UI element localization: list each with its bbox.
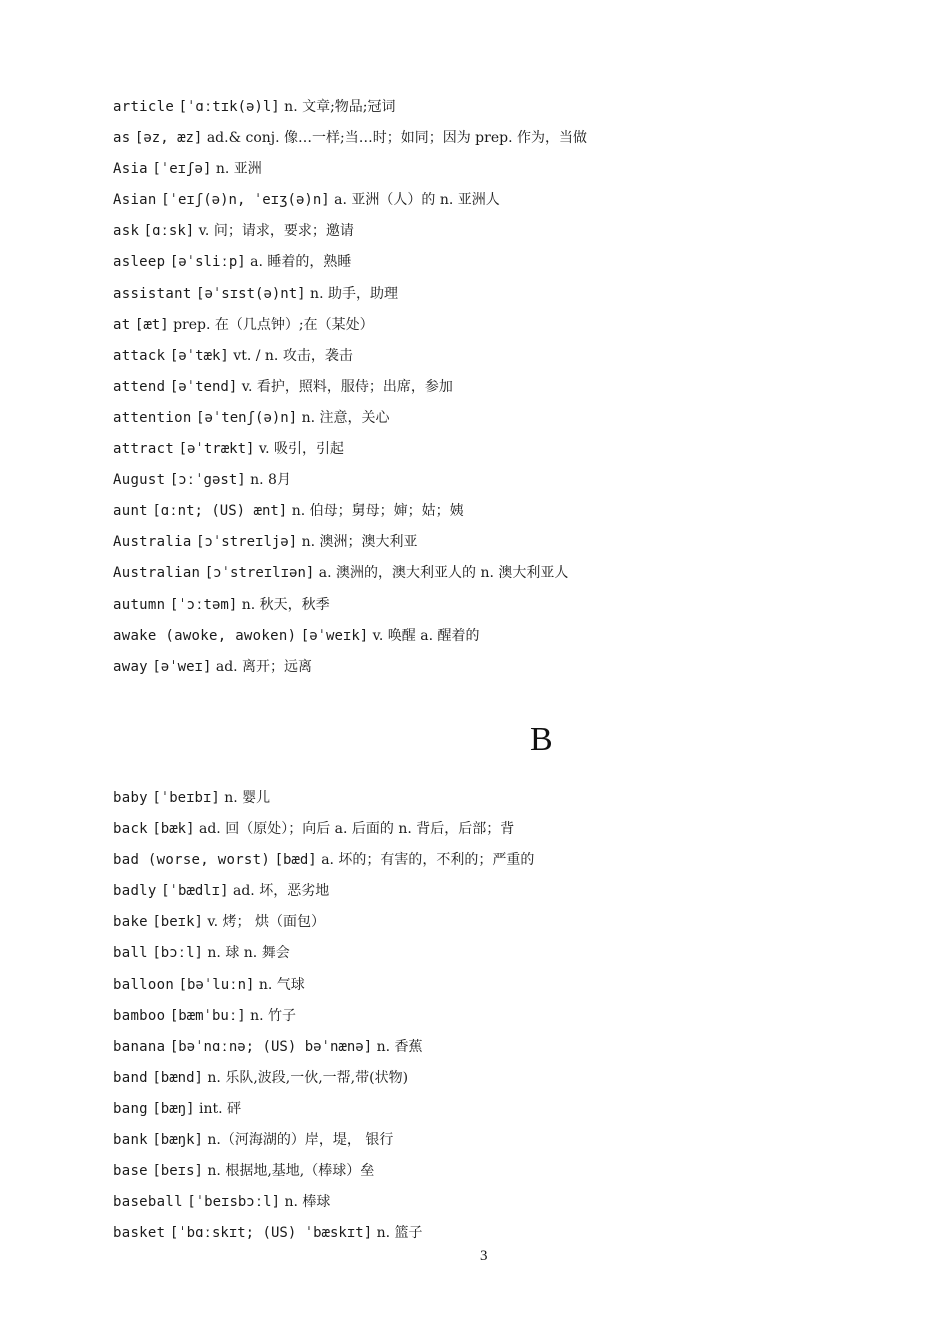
entry-pronunciation: [əz, æz] — [134, 130, 203, 147]
entry-word: badly — [113, 883, 157, 900]
entry-definition: a. 澳洲的，澳大利亚人的 n. 澳大利亚人 — [318, 565, 569, 582]
entry-word: assistant — [113, 285, 192, 302]
entry-row — [113, 1222, 893, 1253]
entry-pronunciation: [bæk] — [152, 821, 195, 838]
entry-pronunciation: [bɔːl] — [152, 945, 203, 962]
entry-pronunciation: [ɔːˈgəst] — [169, 472, 246, 489]
entry-word: aunt — [113, 503, 148, 520]
entry-word: ball — [113, 945, 148, 962]
entry-word: awake (awoke, awoken) — [113, 627, 297, 644]
entry-pronunciation: [ˈɑːtɪk(ə)l] — [178, 99, 280, 115]
entries-b-section — [113, 787, 893, 1253]
entry-pronunciation: [əˈtæk] — [169, 347, 229, 364]
entry-pronunciation: [bæd] — [274, 852, 317, 869]
entry-row — [113, 787, 893, 818]
entry-pronunciation: [beɪs] — [152, 1163, 203, 1180]
entry-row — [113, 96, 893, 127]
entry-word: bank — [113, 1132, 148, 1149]
entry-definition: ad. 坏，恶劣地 — [233, 883, 330, 900]
entry-word: Asian — [113, 192, 157, 209]
entry-definition: v. 问；请求，要求；邀请 — [198, 223, 354, 240]
entry-pronunciation: [bəˈnɑːnə; (US) bəˈnænə] — [169, 1038, 373, 1055]
entry-word: ask — [113, 223, 140, 240]
entry-word: attend — [113, 378, 166, 395]
entry-word: band — [113, 1069, 148, 1086]
entry-row — [113, 562, 893, 593]
entry-definition: n. 亚洲 — [215, 161, 262, 178]
entry-word: bake — [113, 914, 148, 931]
entry-pronunciation: [ɔˈstreɪljə] — [196, 534, 298, 551]
entry-pronunciation: [ˈbeɪbɪ] — [152, 790, 220, 806]
entry-row — [113, 531, 893, 562]
entry-row — [113, 469, 893, 500]
entry-pronunciation: [əˈweɪk] — [300, 627, 369, 644]
entry-pronunciation: [ɔˈstreɪlɪən] — [204, 565, 315, 582]
entry-row — [113, 974, 893, 1005]
entry-word: basket — [113, 1225, 166, 1242]
entry-pronunciation: [beɪk] — [152, 914, 203, 931]
entry-word: bamboo — [113, 1007, 166, 1024]
entry-definition: n. 香蕉 — [376, 1038, 423, 1055]
entry-definition: n. 秋天，秋季 — [241, 596, 330, 613]
entry-pronunciation: [ˈbeɪsbɔːl] — [187, 1194, 281, 1211]
entry-definition: n. 澳洲；澳大利亚 — [301, 534, 418, 551]
entry-definition: n. 乐队,波段,一伙,一帮,带(状物) — [207, 1069, 409, 1086]
entry-pronunciation: [bəˈluːn] — [178, 976, 255, 993]
entry-word: at — [113, 316, 131, 333]
entry-definition: n. 文章;物品;冠词 — [284, 99, 396, 115]
entry-pronunciation: [əˈtend] — [169, 378, 238, 395]
entry-word: away — [113, 658, 148, 675]
entry-definition: vt. / n. 攻击，袭击 — [233, 347, 353, 364]
entry-definition: n. 竹子 — [250, 1007, 297, 1024]
entry-row — [113, 1067, 893, 1098]
entry-row — [113, 1191, 893, 1222]
entry-pronunciation: [əˈtenʃ(ə)n] — [196, 409, 298, 426]
entry-definition: v. 唤醒 a. 醒着的 — [372, 627, 480, 644]
entry-row — [113, 407, 893, 438]
entry-row — [113, 911, 893, 942]
entry-word: Australia — [113, 534, 192, 551]
entry-definition: n. 球 n. 舞会 — [207, 945, 290, 962]
entry-definition: v. 烤； 烘（面包） — [207, 914, 326, 931]
entry-word: attention — [113, 409, 192, 426]
entry-row — [113, 1160, 893, 1191]
entry-word: attack — [113, 347, 166, 364]
entry-pronunciation: [əˈweɪ] — [152, 658, 212, 675]
entry-definition: v. 吸引，引起 — [258, 441, 345, 458]
page-number: 3 — [480, 1248, 488, 1264]
entry-definition: int. 砰 — [198, 1100, 242, 1117]
entry-row — [113, 1098, 893, 1129]
entry-word: August — [113, 472, 166, 489]
entry-definition: v. 看护，照料，服侍；出席，参加 — [241, 378, 453, 395]
entry-row — [113, 251, 893, 282]
entry-row — [113, 127, 893, 158]
entry-row — [113, 594, 893, 625]
entry-row — [113, 158, 893, 189]
entry-definition: a. 睡着的，熟睡 — [250, 254, 352, 271]
entry-definition: ad. 回（原处）；向后 a. 后面的 n. 背后，后部；背 — [198, 821, 515, 838]
entry-word: bang — [113, 1100, 148, 1117]
entry-definition: ad. 离开；远离 — [215, 658, 313, 675]
entry-row — [113, 656, 893, 687]
entry-pronunciation: [bænd] — [152, 1069, 203, 1086]
entry-word: autumn — [113, 596, 166, 613]
entry-row — [113, 1129, 893, 1160]
entry-word: balloon — [113, 976, 175, 993]
entry-definition: n. 婴儿 — [224, 790, 271, 806]
entry-definition: n. 注意，关心 — [301, 409, 390, 426]
entry-row — [113, 625, 893, 656]
entry-row — [113, 345, 893, 376]
entry-pronunciation: [əˈsliːp] — [169, 254, 246, 271]
entry-definition: n. 助手，助理 — [310, 285, 398, 302]
entry-row — [113, 314, 893, 345]
entry-row — [113, 500, 893, 531]
entry-pronunciation: [ˈbædlɪ] — [161, 883, 229, 900]
entry-row — [113, 220, 893, 251]
entry-word: bad (worse, worst) — [113, 852, 271, 869]
entry-row — [113, 189, 893, 220]
entry-definition: ad.& conj. 像…一样;当…时；如同；因为 prep. 作为，当做 — [206, 130, 587, 147]
entry-word: article — [113, 99, 175, 115]
entry-pronunciation: [ˈɔːtəm] — [169, 596, 238, 613]
entry-word: baseball — [113, 1194, 183, 1211]
entries-a-section — [113, 96, 893, 687]
entry-pronunciation: [əˈtrækt] — [178, 441, 255, 458]
section-heading-b: B — [530, 721, 553, 758]
entry-definition: n. 篮子 — [376, 1225, 423, 1242]
entry-definition: n. 8月 — [250, 472, 291, 489]
entry-pronunciation: [əˈsɪst(ə)nt] — [196, 285, 306, 302]
entry-word: asleep — [113, 254, 166, 271]
entry-pronunciation: [bæŋk] — [152, 1132, 203, 1149]
entry-word: back — [113, 821, 148, 838]
entry-row — [113, 376, 893, 407]
entry-word: baby — [113, 790, 148, 806]
entry-word: as — [113, 130, 131, 147]
entry-word: banana — [113, 1038, 166, 1055]
entry-definition: prep. 在（几点钟）;在（某处） — [173, 316, 374, 333]
entry-pronunciation: [ˈbɑːskɪt; (US) ˈbæskɪt] — [169, 1225, 373, 1242]
entry-pronunciation: [ɑːnt; (US) ænt] — [152, 503, 288, 520]
entry-word: Asia — [113, 161, 148, 178]
entry-definition: n. 根据地,基地,（棒球）垒 — [207, 1163, 375, 1180]
entry-word: Australian — [113, 565, 201, 582]
entry-pronunciation: [æt] — [134, 316, 169, 333]
entry-word: attract — [113, 441, 175, 458]
entry-pronunciation: [ˈeɪʃə] — [152, 161, 212, 178]
entry-definition: n. 伯母；舅母；婶；姑；姨 — [291, 503, 464, 520]
entry-row — [113, 942, 893, 973]
entry-definition: n. 气球 — [258, 976, 305, 993]
entry-pronunciation: [bæŋ] — [152, 1100, 195, 1117]
entry-definition: a. 坏的；有害的，不利的；严重的 — [321, 852, 535, 869]
entry-definition: n. 棒球 — [284, 1194, 331, 1211]
entry-row — [113, 1005, 893, 1036]
entry-word: base — [113, 1163, 148, 1180]
entry-definition: n.（河海湖的）岸，堤， 银行 — [207, 1132, 394, 1149]
entry-row — [113, 880, 893, 911]
entry-row — [113, 438, 893, 469]
entry-pronunciation: [ɑːsk] — [143, 223, 195, 240]
entry-row — [113, 818, 893, 849]
entry-row — [113, 849, 893, 880]
entry-row — [113, 283, 893, 314]
entry-definition: a. 亚洲（人）的 n. 亚洲人 — [334, 192, 500, 209]
entry-pronunciation: [ˈeɪʃ(ə)n, ˈeɪʒ(ə)n] — [161, 192, 330, 209]
entry-pronunciation: [bæmˈbuː] — [169, 1007, 246, 1024]
entry-row — [113, 1036, 893, 1067]
